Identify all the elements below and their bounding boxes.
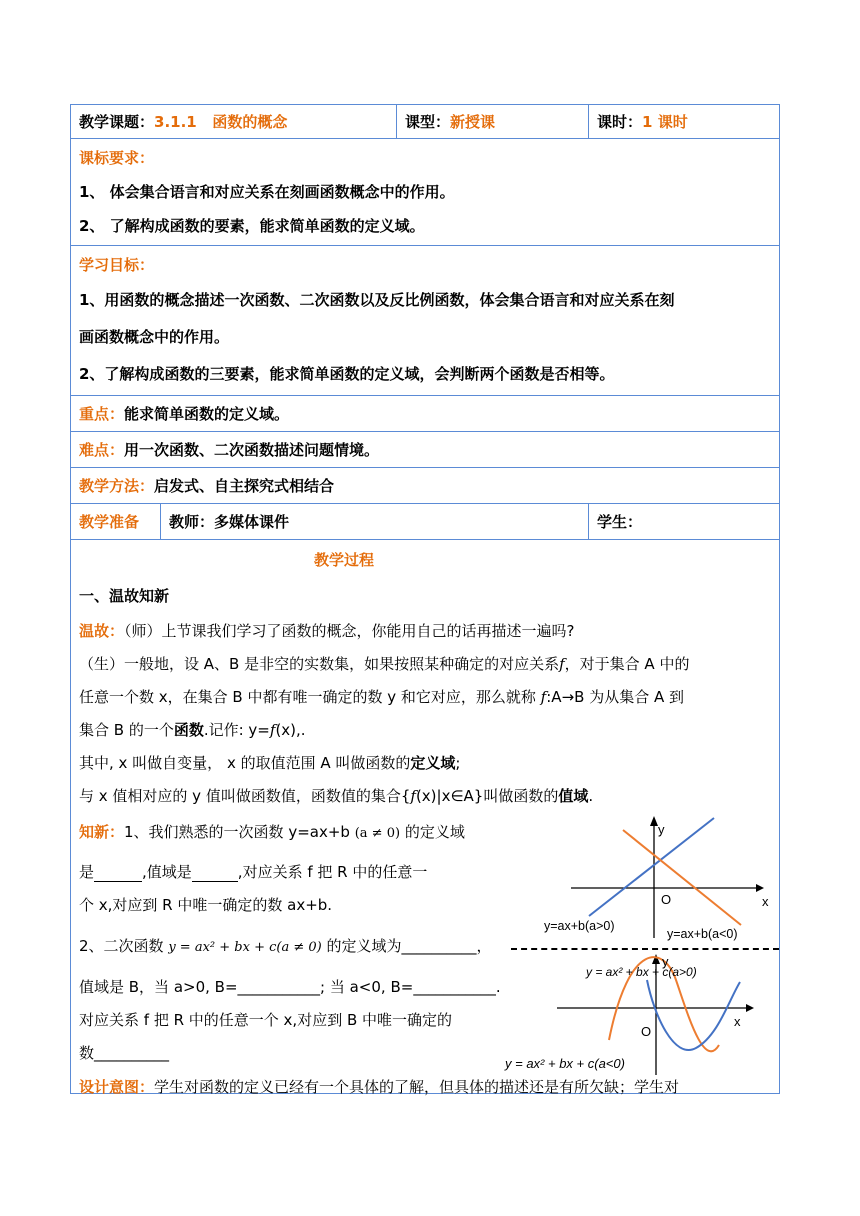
key-point-label: 重点：: [79, 405, 125, 423]
text: .记作: y=: [203, 721, 270, 739]
design-text: 学生对函数的定义已经有一个具体的了解，但具体的描述还是有所欠缺；学生对: [154, 1078, 680, 1096]
key-point-cell: [71, 396, 780, 432]
line-label-negative: y=ax+b(a<0): [667, 927, 738, 941]
difficulty-cell: [71, 432, 780, 468]
y-axis-arrow-icon: [650, 816, 658, 826]
text: ，对于集合 A 中的: [564, 655, 690, 673]
text: 是: [79, 863, 95, 881]
preparation-row: [71, 504, 780, 540]
text: :A: [546, 688, 562, 706]
type-label: 课型：: [405, 113, 451, 131]
lesson-plan: [70, 104, 779, 1094]
student-line-3: [79, 719, 306, 740]
text: (x),.: [275, 721, 306, 739]
x-axis-arrow-icon: [746, 1004, 754, 1012]
preparation-teacher: 教师：多媒体课件: [161, 504, 589, 540]
f-symbol: f: [269, 721, 276, 739]
new-line-1: [79, 821, 465, 842]
x-axis-label: x: [734, 1014, 741, 1029]
line-a-positive: [589, 818, 714, 916]
review-label: 温故：: [79, 622, 125, 640]
f-symbol: f: [410, 787, 416, 805]
method-text: 启发式、自主探究式相结合: [154, 477, 335, 495]
standards-cell: [71, 139, 780, 246]
text: 集合 B 的一个: [79, 721, 174, 739]
topic-value: 3.1.1 函数的概念: [154, 113, 288, 131]
standards-item: 1、 体会集合语言和对应关系在刻画函数概念中的作用。: [79, 183, 455, 201]
text: (a ≠ 0): [354, 826, 401, 841]
line-label-positive: y=ax+b(a>0): [544, 919, 615, 933]
text: ;: [455, 754, 461, 772]
objectives-line: 画函数概念中的作用。: [79, 328, 230, 346]
fill-blank: [192, 863, 238, 882]
quad-line-1: [79, 935, 492, 956]
text: 的定义域为__________，: [326, 937, 492, 955]
objectives-line: 1、用函数的概念描述一次函数、二次函数以及反比例函数，体会集合语言和对应关系在刻: [79, 291, 675, 309]
text: 其中, x 叫做自变量， x 的取值范围 A 叫做函数的: [79, 754, 411, 772]
arrow-icon: →: [561, 688, 575, 706]
preparation-label: 教学准备: [71, 504, 161, 540]
quad-line-3: 对应关系 f 把 R 中的任意一个 x,对应到 B 中唯一确定的: [79, 1011, 453, 1029]
key-point-row: [71, 396, 780, 432]
parabola-positive-curve: [647, 980, 740, 1050]
student-line-5: [79, 785, 593, 806]
text: 与 x 值相对应的 y 值叫做函数值，函数值的集合{: [79, 787, 411, 805]
text: 的定义域: [404, 823, 465, 841]
new-line-2: [79, 861, 427, 882]
objectives-title: 学习目标：: [79, 256, 155, 274]
process-cell: [71, 540, 780, 1094]
process-row: [71, 540, 780, 1094]
formula: y = ax² + bx + c(a ≠ 0): [168, 940, 322, 955]
type-cell: [397, 105, 589, 139]
student-line-1: [79, 653, 689, 674]
text: 2、二次函数: [79, 937, 164, 955]
new-line-3: 个 x,对应到 R 中唯一确定的数 ax+b.: [79, 896, 333, 914]
objectives-cell: [71, 246, 780, 396]
process-title: 教学过程: [314, 551, 375, 569]
f-symbol: f: [540, 688, 547, 706]
parabola-label-positive: y = ax² + bx + c(a>0): [586, 965, 697, 979]
difficulty-row: [71, 432, 780, 468]
origin-label: O: [641, 1024, 652, 1039]
key-point-text: 能求简单函数的定义域。: [124, 405, 290, 423]
review-question: [79, 620, 574, 641]
y-axis-label: y: [662, 954, 669, 969]
topic-label: 教学课题：: [79, 113, 155, 131]
student-line-2: [79, 686, 684, 707]
method-row: [71, 468, 780, 504]
difficulty-text: 用一次函数、二次函数描述问题情境。: [124, 441, 380, 459]
new-label: 知新：: [79, 823, 125, 841]
standards-item: 2、 了解构成函数的要素，能求简单函数的定义域。: [79, 217, 425, 235]
y-axis-label: y: [658, 822, 665, 837]
fill-blank: [94, 863, 142, 882]
text: 1、我们熟悉的一次函数 y=ax+b: [124, 823, 350, 841]
quad-line-4: 数__________: [79, 1044, 170, 1062]
method-cell: [71, 468, 780, 504]
objectives-line: 2、了解构成函数的三要素，能求简单函数的定义域，会判断两个函数是否相等。: [79, 365, 615, 383]
method-label: 教学方法：: [79, 477, 155, 495]
preparation-student: 学生：: [589, 504, 780, 540]
quadratic-function-graph: [504, 950, 780, 1095]
text: .: [588, 787, 594, 805]
parabola-label-negative: y = ax² + bx + c(a<0): [505, 1056, 625, 1071]
text: 定义域: [410, 754, 456, 772]
hours-cell: [589, 105, 780, 139]
text: 值域: [558, 787, 589, 805]
text: 任意一个数 x，在集合 B 中都有唯一确定的数 y 和它对应，那么就称: [79, 688, 536, 706]
hours-label: 课时：: [597, 113, 643, 131]
text: 函数: [173, 721, 204, 739]
section-heading: 一、温故知新: [79, 587, 170, 605]
objectives-row: [71, 246, 780, 396]
difficulty-label: 难点：: [79, 441, 125, 459]
lesson-table: [70, 104, 780, 1094]
f-symbol: f: [559, 655, 565, 673]
header-row: [71, 105, 780, 139]
standards-title: 课标要求：: [79, 149, 155, 167]
text: (x)|x∈A}叫做函数的: [415, 787, 559, 805]
x-axis-label: x: [762, 894, 769, 909]
text: ,值域是: [142, 863, 192, 881]
student-line-4: [79, 752, 460, 773]
text: B 为从集合 A 到: [574, 688, 684, 706]
design-label: 设计意图：: [79, 1078, 155, 1096]
topic-cell: [71, 105, 397, 139]
quad-line-2: 值域是 B，当 a>0, B=___________; 当 a<0, B=___________.: [79, 978, 501, 996]
type-value: 新授课: [450, 113, 496, 131]
origin-label: O: [661, 892, 672, 907]
review-text: （师）上节课我们学习了函数的概念，你能用自己的话再描述一遍吗?: [124, 622, 575, 640]
standards-row: [71, 139, 780, 246]
x-axis-arrow-icon: [756, 884, 764, 892]
text: （生）一般地，设 A、B 是非空的实数集，如果按照某种确定的对应关系: [79, 655, 560, 673]
linear-function-graph: [526, 810, 776, 950]
text: ,对应关系 f 把 R 中的任意一: [237, 863, 428, 881]
hours-value: 1 课时: [642, 113, 688, 131]
